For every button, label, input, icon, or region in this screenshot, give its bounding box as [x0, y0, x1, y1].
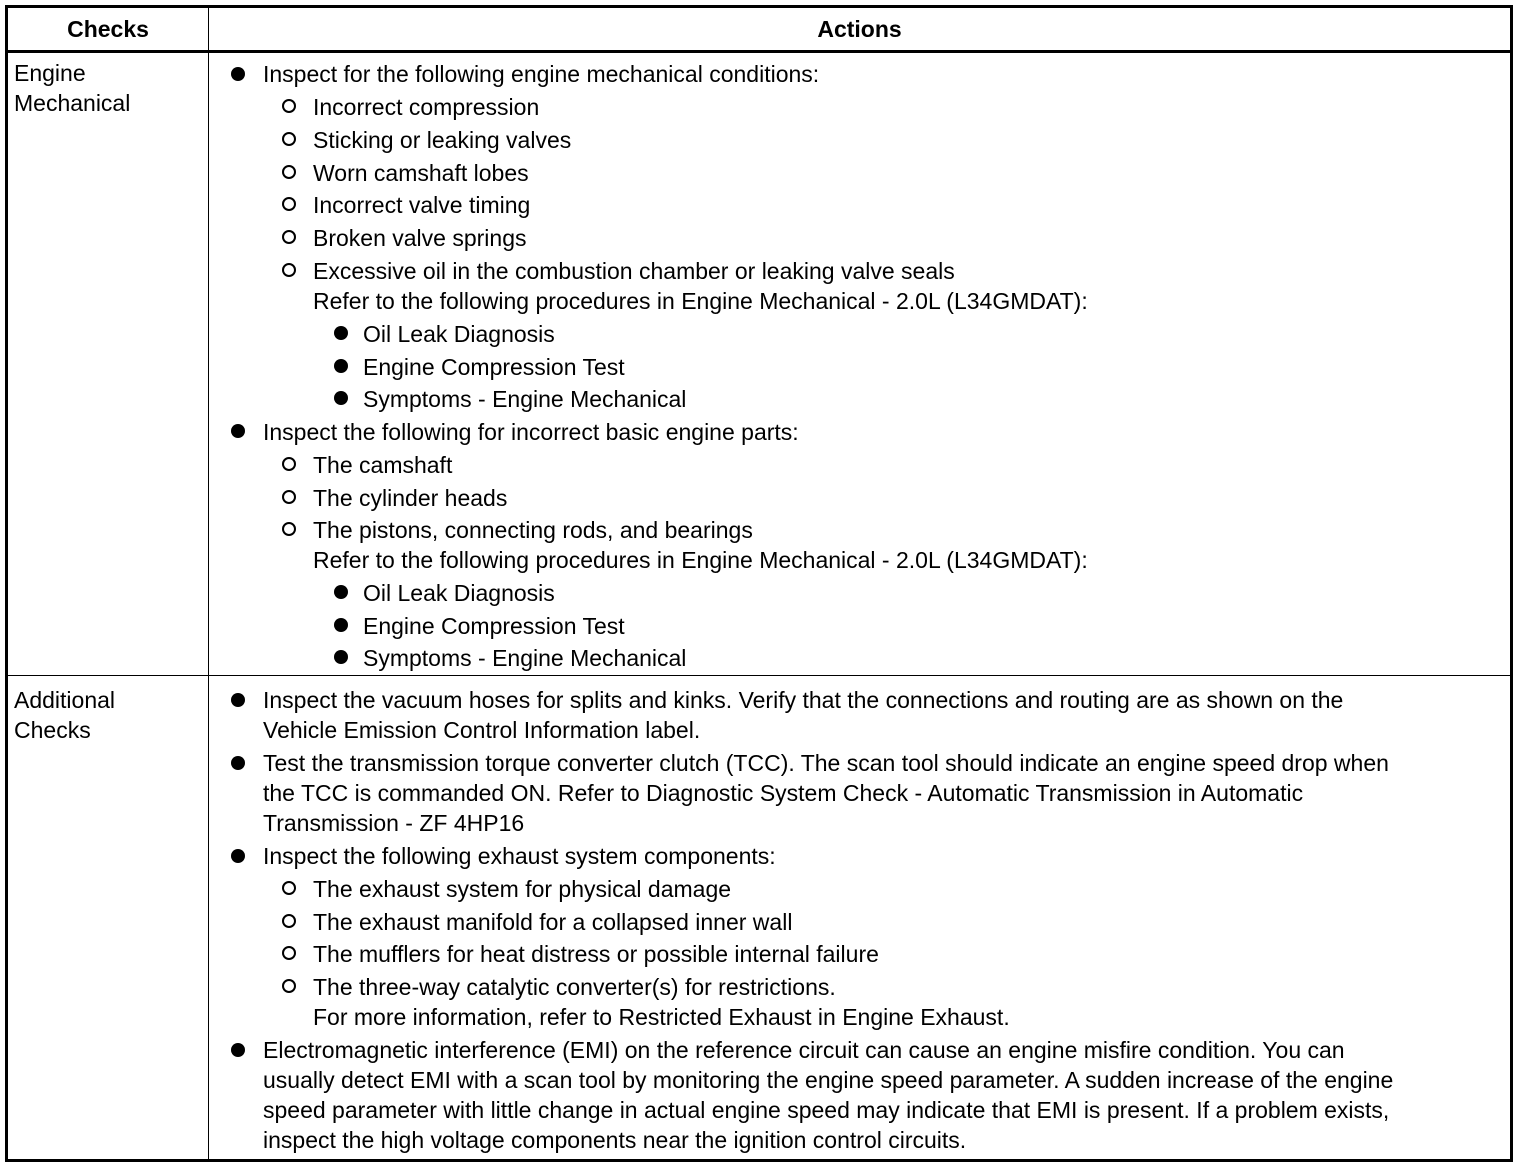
action-item-continued: usually detect EMI with a scan tool by monitoring the engine speed parameter. A sudden increase of the engine	[263, 1067, 1394, 1093]
procedure-reference: Oil Leak Diagnosis	[363, 321, 555, 347]
check-cell-engine-mechanical	[14, 58, 204, 118]
bullet-icon	[334, 326, 348, 340]
sub-item: The exhaust manifold for a collapsed inner wall	[313, 909, 793, 935]
diagnostic-table	[5, 5, 1513, 1162]
action-item-continued: Vehicle Emission Control Information label.	[263, 717, 701, 743]
action-item: Inspect for the following engine mechanical conditions:	[263, 61, 820, 87]
bullet-icon	[334, 359, 348, 373]
circle-bullet-icon	[282, 490, 296, 504]
action-item: Test the transmission torque converter clutch (TCC). The scan tool should indicate an engine speed drop when	[263, 750, 1389, 776]
circle-bullet-icon	[282, 165, 296, 179]
sub-item-note: Refer to the following procedures in Engine Mechanical - 2.0L (L34GMDAT):	[313, 547, 1088, 573]
action-item-continued: the TCC is commanded ON. Refer to Diagnostic System Check - Automatic Transmission in Automatic	[263, 780, 1304, 806]
check-label-line: Additional	[14, 687, 116, 713]
circle-bullet-icon	[282, 457, 296, 471]
circle-bullet-icon	[282, 99, 296, 113]
action-item: Inspect the vacuum hoses for splits and kinks. Verify that the connections and routing are as shown on the	[263, 687, 1344, 713]
procedure-reference: Engine Compression Test	[363, 613, 625, 639]
action-item-continued: Transmission - ZF 4HP16	[263, 810, 525, 836]
sub-item: The exhaust system for physical damage	[313, 876, 732, 902]
bullet-icon	[334, 650, 348, 664]
sub-item: Worn camshaft lobes	[313, 160, 529, 186]
circle-bullet-icon	[282, 914, 296, 928]
circle-bullet-icon	[282, 979, 296, 993]
bullet-icon	[231, 756, 245, 770]
circle-bullet-icon	[282, 946, 296, 960]
checks-column-header: Checks	[67, 16, 149, 42]
bullet-icon	[231, 1043, 245, 1057]
actions-column-header: Actions	[817, 16, 902, 42]
procedure-reference: Engine Compression Test	[363, 354, 625, 380]
bullet-icon	[231, 849, 245, 863]
circle-bullet-icon	[282, 881, 296, 895]
sub-item-note: For more information, refer to Restricted Exhaust in Engine Exhaust.	[313, 1004, 1010, 1030]
action-item: Inspect the following exhaust system components:	[263, 843, 776, 869]
sub-item: Broken valve springs	[313, 225, 527, 251]
check-cell-additional-checks	[14, 685, 204, 745]
sub-item: Sticking or leaking valves	[313, 127, 572, 153]
procedure-reference: Symptoms - Engine Mechanical	[363, 645, 687, 671]
check-label-line: Mechanical	[14, 90, 131, 116]
sub-item: The cylinder heads	[313, 485, 508, 511]
action-item-continued: speed parameter with little change in actual engine speed may indicate that EMI is present. If a problem exists,	[263, 1097, 1390, 1123]
sub-item: The pistons, connecting rods, and bearings	[313, 517, 753, 543]
action-item: Electromagnetic interference (EMI) on the reference circuit can cause an engine misfire condition. You can	[263, 1037, 1345, 1063]
sub-item: Incorrect compression	[313, 94, 540, 120]
procedure-reference: Symptoms - Engine Mechanical	[363, 386, 687, 412]
check-label-line: Checks	[14, 717, 91, 743]
bullet-icon	[231, 67, 245, 81]
bullet-icon	[231, 693, 245, 707]
circle-bullet-icon	[282, 132, 296, 146]
sub-item: The camshaft	[313, 452, 453, 478]
sub-item: The mufflers for heat distress or possible internal failure	[313, 941, 879, 967]
circle-bullet-icon	[282, 263, 296, 277]
bullet-icon	[231, 424, 245, 438]
circle-bullet-icon	[282, 197, 296, 211]
table-header-row	[8, 8, 1510, 53]
action-item-continued: inspect the high voltage components near the ignition control circuits.	[263, 1127, 967, 1153]
bullet-icon	[334, 391, 348, 405]
check-label-line: Engine	[14, 60, 86, 86]
circle-bullet-icon	[282, 522, 296, 536]
bullet-icon	[334, 618, 348, 632]
column-divider	[208, 8, 209, 1159]
circle-bullet-icon	[282, 230, 296, 244]
procedure-reference: Oil Leak Diagnosis	[363, 580, 555, 606]
bullet-icon	[334, 585, 348, 599]
sub-item: Incorrect valve timing	[313, 192, 531, 218]
sub-item-note: Refer to the following procedures in Engine Mechanical - 2.0L (L34GMDAT):	[313, 288, 1088, 314]
sub-item: The three-way catalytic converter(s) for restrictions.	[313, 974, 836, 1000]
row-divider	[8, 675, 1510, 676]
action-item: Inspect the following for incorrect basic engine parts:	[263, 419, 799, 445]
sub-item: Excessive oil in the combustion chamber or leaking valve seals	[313, 258, 955, 284]
